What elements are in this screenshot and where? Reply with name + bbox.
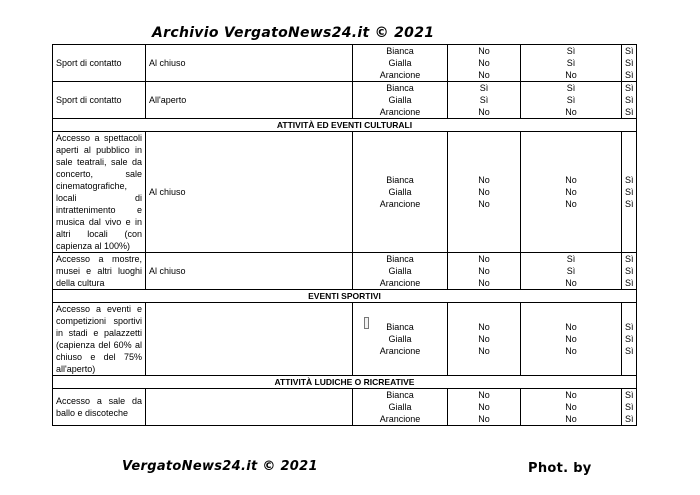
activity-cell: Accesso a spettacoli aperti al pubblico in sale teatrali, sale da concerto, sale cinematografiche, locali di intrattenimento e musica dal vivo e in altri locali (con capienza al 100%) <box>53 132 146 253</box>
value-cell: Sì Sì Sì <box>622 303 637 376</box>
table-row <box>53 132 637 253</box>
table-row <box>53 253 637 290</box>
activity-cell: Accesso a sale da ballo e discoteche <box>53 389 146 426</box>
footer-photo-credit: Phot. by <box>528 461 592 476</box>
location-cell: Al chiuso <box>146 132 353 253</box>
zone-cell: Bianca Gialla Arancione <box>353 389 448 426</box>
value-cell: Sì Sì Sì <box>622 132 637 253</box>
value-cell: No No No <box>448 389 521 426</box>
location-cell: All'aperto <box>146 82 353 119</box>
location-cell: Al chiuso <box>146 45 353 82</box>
value-cell: No No No <box>448 45 521 82</box>
value-cell: Sì Sì Sì <box>622 45 637 82</box>
activity-cell: Sport di contatto <box>53 82 146 119</box>
value-cell: Sì Sì No <box>521 82 622 119</box>
activity-cell: Accesso a eventi e competizioni sportivi in stadi e palazzetti (capienza del 60% al chiuso e del 75% all'aperto) <box>53 303 146 376</box>
zone-cell: Bianca Gialla Arancione <box>353 303 448 376</box>
value-cell: No No No <box>448 303 521 376</box>
value-cell: No No No <box>448 253 521 290</box>
value-cell: No No No <box>521 389 622 426</box>
value-cell: Sì Sì No <box>448 82 521 119</box>
value-cell: Sì Sì Sì <box>622 389 637 426</box>
archive-header: Archivio VergatoNews24.it © 2021 <box>152 25 435 41</box>
section-row <box>53 119 637 132</box>
section-row <box>53 376 637 389</box>
activities-table <box>52 44 637 426</box>
table-row <box>53 45 637 82</box>
section-row <box>53 290 637 303</box>
location-cell <box>146 389 353 426</box>
zone-cell: Bianca Gialla Arancione <box>353 253 448 290</box>
section-title: ATTIVITÀ LUDICHE O RICREATIVE <box>53 376 637 389</box>
zone-cell: Bianca Gialla Arancione <box>353 132 448 253</box>
text-cursor-mark <box>364 317 369 329</box>
activity-cell: Accesso a mostre, musei e altri luoghi della cultura <box>53 253 146 290</box>
value-cell: Sì Sì Sì <box>622 82 637 119</box>
value-cell: No No No <box>521 132 622 253</box>
activity-cell: Sport di contatto <box>53 45 146 82</box>
value-cell: Sì Sì No <box>521 253 622 290</box>
value-cell: No No No <box>448 132 521 253</box>
section-title: EVENTI SPORTIVI <box>53 290 637 303</box>
table-row <box>53 303 637 376</box>
table-row <box>53 389 637 426</box>
location-cell <box>146 303 353 376</box>
value-cell: Sì Sì No <box>521 45 622 82</box>
value-cell: Sì Sì Sì <box>622 253 637 290</box>
section-title: ATTIVITÀ ED EVENTI CULTURALI <box>53 119 637 132</box>
value-cell: No No No <box>521 303 622 376</box>
table-row <box>53 82 637 119</box>
location-cell: Al chiuso <box>146 253 353 290</box>
footer-copyright: VergatoNews24.it © 2021 <box>122 459 318 474</box>
zone-cell: Bianca Gialla Arancione <box>353 45 448 82</box>
zone-cell: Bianca Gialla Arancione <box>353 82 448 119</box>
